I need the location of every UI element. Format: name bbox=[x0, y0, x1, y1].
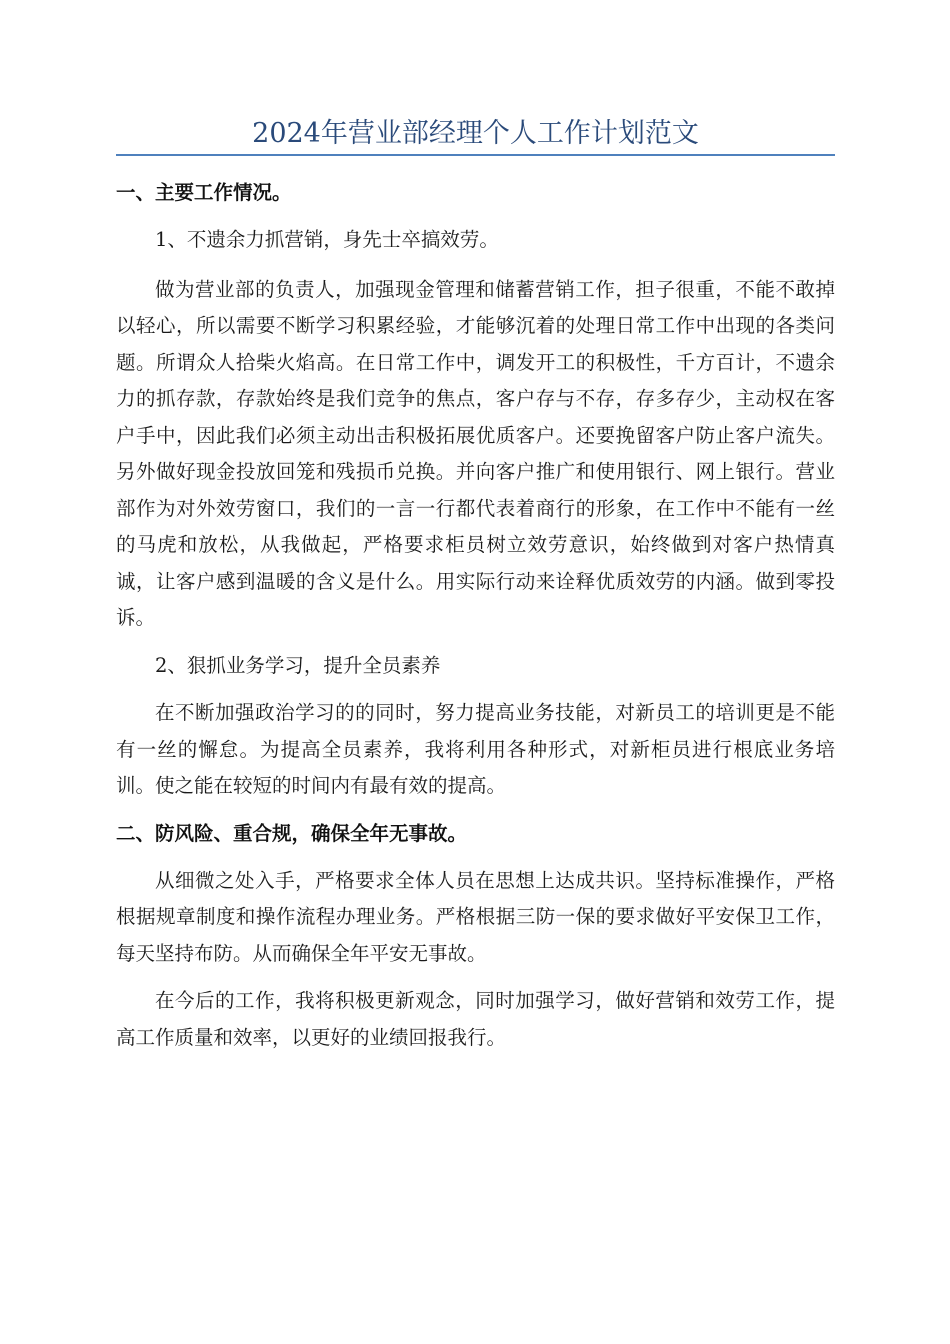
subheading-1-1: 1、不遗余力抓营销，身先士卒搞效劳。 bbox=[155, 228, 499, 251]
document-title: 2024年营业部经理个人工作计划范文 bbox=[252, 118, 699, 149]
subheading-1-2: 2、狠抓业务学习，提升全员素养 bbox=[155, 653, 441, 677]
document-body bbox=[116, 175, 835, 1056]
paragraph-1-1: 做为营业部的负责人，加强现金管理和储蓄营销工作，担子很重，不能不敢掉以轻心，所以需要不断学习积累经验，才能够沉着的处理日常工作中出现的各类问题。所谓众人拾柴火焰高。在日常工作中，调发开工的积极性，千方百计，不遗余力的抓存款，存款始终是我们竞争的焦点，客户存与不存，存多存少，主动权在客户手中，因此我们必须主动出击积极拓展优质客户。还要挽留客户防止客户流失。另外做好现金投放回笼和残损币兑换。并向客户推广和使用银行、网上银行。营业部作为对外效劳窗口，我们的一言一行都代表着商行的形象，在工作中不能有一丝的马虎和放松，从我做起，严格要求柜员树立效劳意识，始终做到对客户热情真诚，让客户感到温暖的含义是什么。用实际行动来诠释优质效劳的内涵。做到零投诉。 bbox=[116, 277, 835, 629]
paragraph-2-2: 在今后的工作，我将积极更新观念，同时加强学习，做好营销和效劳工作，提高工作质量和效率，以更好的业绩回报我行。 bbox=[116, 989, 835, 1049]
title-underline bbox=[116, 154, 835, 156]
paragraph-1-2: 在不断加强政治学习的的同时，努力提高业务技能，对新员工的培训更是不能有一丝的懈怠。为提高全员素养，我将利用各种形式，对新柜员进行根底业务培训。使之能在较短的时间内有最有效的提高。 bbox=[116, 701, 835, 797]
section-heading-1: 一、主要工作情况。 bbox=[116, 181, 292, 204]
section-heading-2: 二、防风险、重合规，确保全年无事故。 bbox=[116, 821, 468, 845]
paragraph-2-1: 从细微之处入手，严格要求全体人员在思想上达成共识。坚持标准操作，严格根据规章制度和操作流程办理业务。严格根据三防一保的要求做好平安保卫工作，每天坚持布防。从而确保全年平安无事故。 bbox=[116, 868, 835, 965]
